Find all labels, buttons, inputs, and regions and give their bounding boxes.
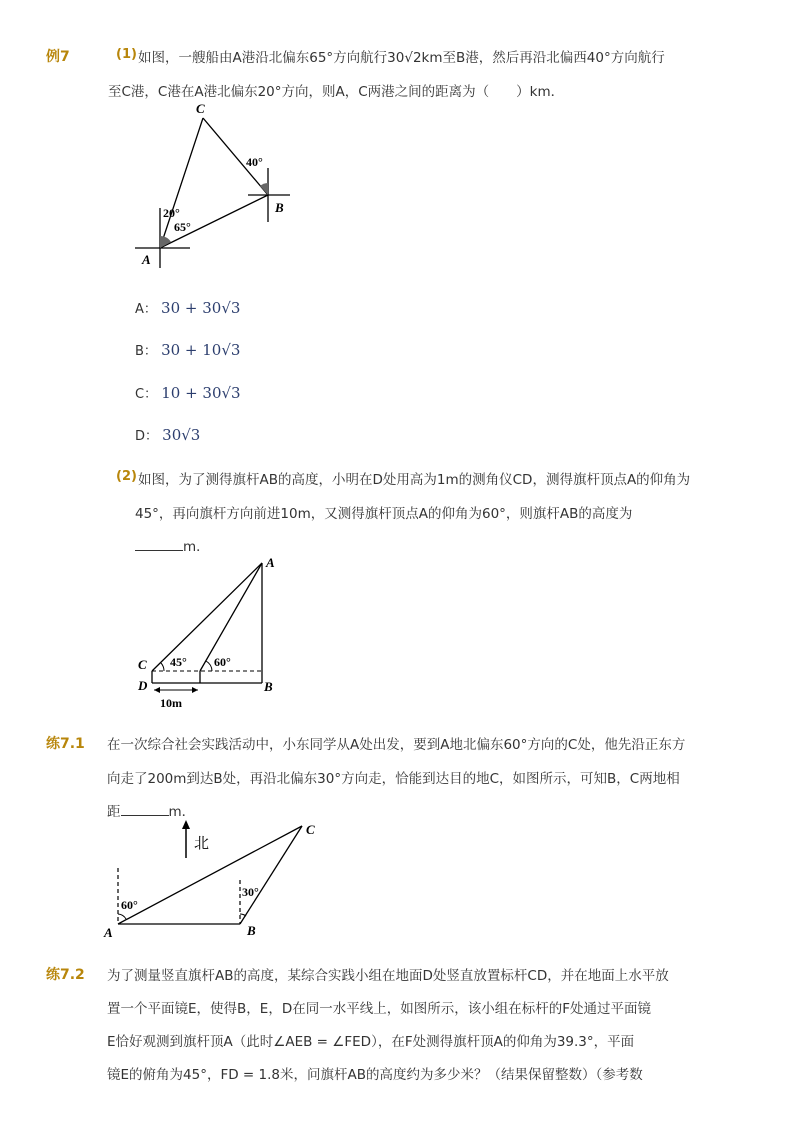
- fig2-angle-45: 45°: [170, 655, 187, 669]
- fig3-label-c: C: [306, 822, 315, 837]
- subquestion-2-number: (2): [116, 469, 137, 484]
- fig1-angle-65: 65°: [174, 220, 191, 234]
- q2-text-line2: 45°，再向旗杆方向前进10m，又测得旗杆顶点A的仰角为60°，则旗杆AB的高度为: [135, 506, 633, 522]
- option-c[interactable]: C： 10 + 30√3: [135, 384, 241, 402]
- ex72-text-line3: E恰好观测到旗杆顶A（此时∠AEB = ∠FED），在F处测得旗杆顶A的仰角为39.3°，平面: [107, 1034, 635, 1050]
- subquestion-1-number: (1): [116, 47, 137, 62]
- fig1-angle-20: 20°: [163, 206, 180, 220]
- option-d[interactable]: D： 30√3: [135, 426, 201, 444]
- ex72-text-line1: 为了测量竖直旗杆AB的高度，某综合实践小组在地面D处竖直放置标杆CD，并在地面上水平放: [107, 968, 669, 984]
- fig2-label-a: A: [266, 555, 275, 570]
- north-label: 北: [194, 836, 210, 852]
- answer-blank[interactable]: [121, 803, 169, 816]
- q1-text-line2: 至C港，C港在A港北偏东20°方向，则A，C两港之间的距离为（ ）km．: [108, 84, 565, 100]
- fig3-label-b: B: [247, 923, 256, 938]
- option-a[interactable]: A： 30 + 30√3: [135, 299, 241, 317]
- fig1-label-a: A: [142, 252, 151, 267]
- ex72-text-line2: 置一个平面镜E，使得B，E，D在同一水平线上，如图所示，该小组在标杆的F处通过平面镜: [107, 1001, 651, 1017]
- figure-3-route: [100, 818, 330, 940]
- ex71-text-line1: 在一次综合社会实践活动中，小东同学从A处出发，要到A地北偏东60°方向的C处，他先沿正东方: [107, 737, 686, 753]
- fig1-label-c: C: [196, 101, 205, 116]
- q2-text-line1: 如图，为了测得旗杆AB的高度，小明在D处用高为1m的测角仪CD，测得旗杆顶点A的仰角为: [138, 472, 691, 488]
- ex71-text-line2: 向走了200m到达B处，再沿北偏东30°方向走，恰能到达目的地C，如图所示，可知B，C两地相: [107, 771, 680, 787]
- fig3-angle-60: 60°: [121, 898, 138, 912]
- figure-1-triangle: [130, 100, 300, 275]
- fig1-angle-40: 40°: [246, 155, 263, 169]
- fig3-label-a: A: [104, 925, 113, 940]
- figure-2-flagpole: [130, 553, 290, 713]
- fig3-angle-30: 30°: [242, 885, 259, 899]
- option-b[interactable]: B： 30 + 10√3: [135, 341, 241, 359]
- answer-blank[interactable]: [135, 538, 183, 551]
- q2-answer-line: m．: [135, 535, 210, 555]
- fig2-distance-10m: 10m: [160, 696, 182, 710]
- fig1-label-b: B: [275, 200, 284, 215]
- ex72-text-line4: 镜E的俯角为45°，FD = 1.8米，问旗杆AB的高度约为多少米？（结果保留整数）（参考数: [107, 1067, 643, 1083]
- example-7-tag: 例7: [46, 49, 70, 65]
- fig2-label-b: B: [264, 679, 273, 694]
- ex71-text-line3: 距 m．: [107, 804, 196, 820]
- exercise-7-2-tag: 练7.2: [46, 967, 85, 983]
- exercise-7-1-tag: 练7.1: [46, 736, 85, 752]
- fig2-angle-60: 60°: [214, 655, 231, 669]
- fig2-label-c: C: [138, 657, 147, 672]
- q1-text-line1: 如图，一艘船由A港沿北偏东65°方向航行30√2km至B港，然后再沿北偏西40°方向航行: [138, 50, 665, 66]
- fig2-label-d: D: [138, 678, 148, 693]
